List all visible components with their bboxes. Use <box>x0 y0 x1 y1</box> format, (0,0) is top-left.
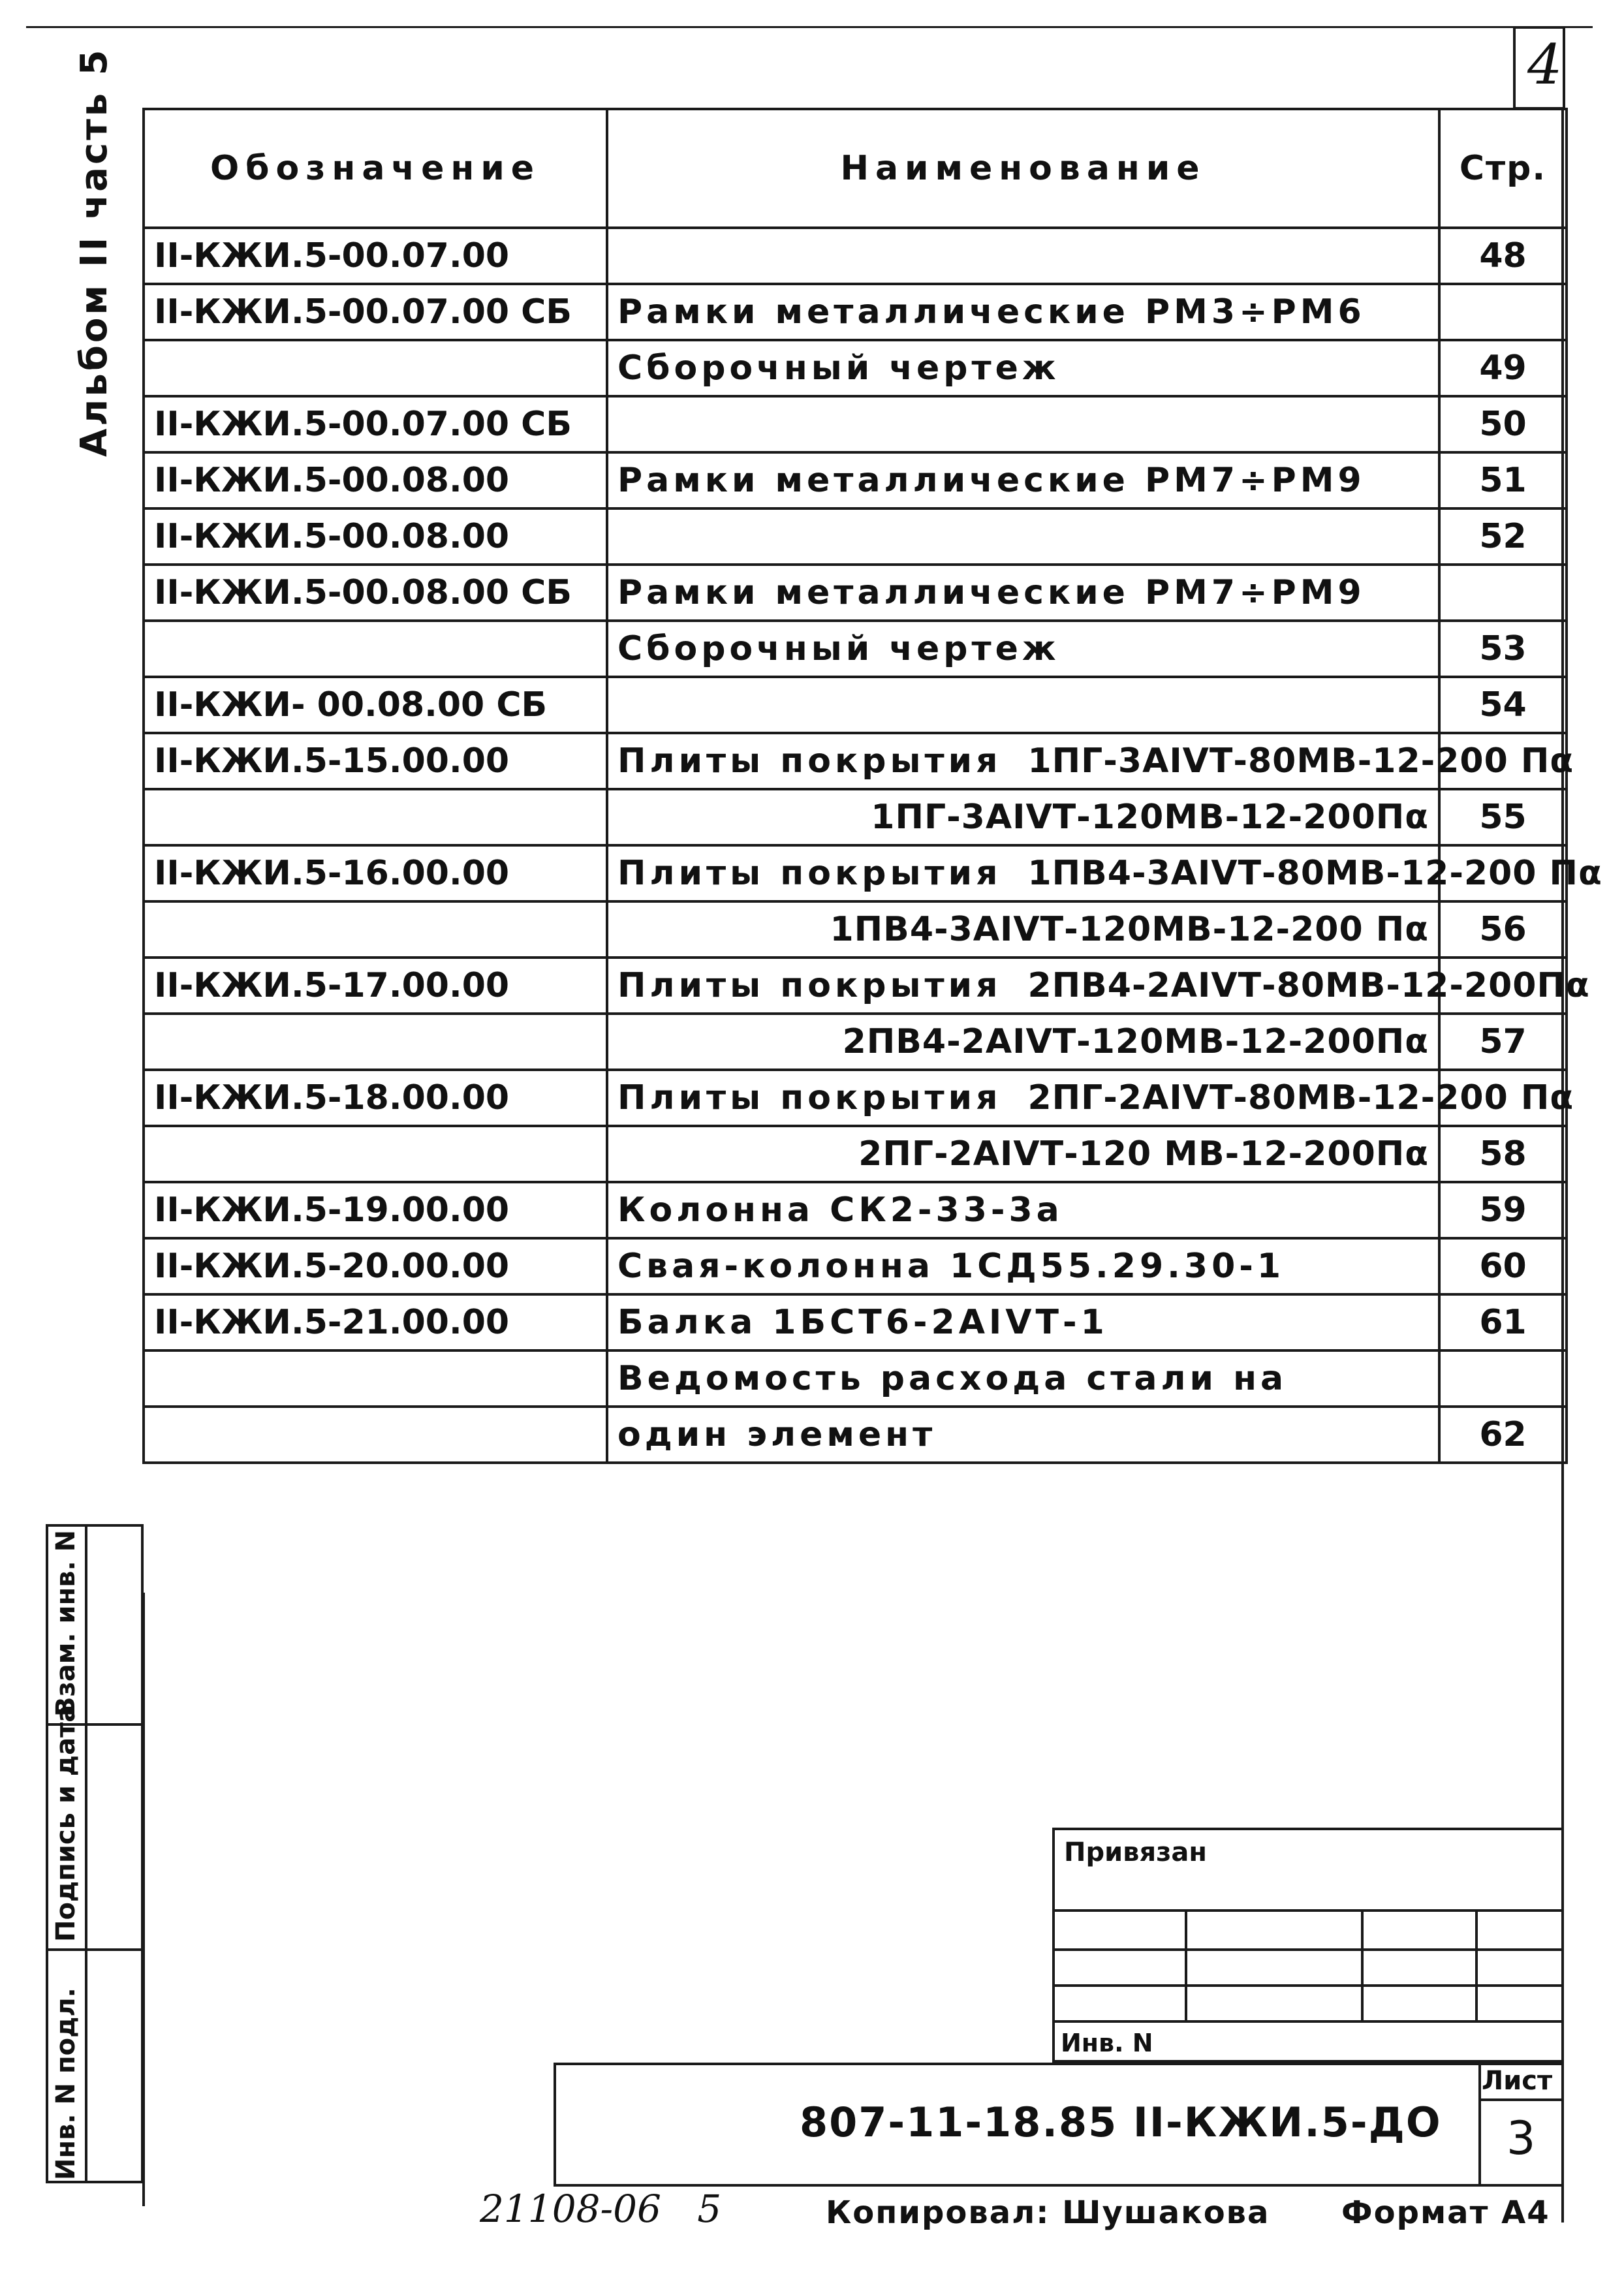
row-name: Ведомость расхода стали на <box>607 1350 1439 1407</box>
side-strip-divider <box>85 1524 87 2183</box>
row-designation: II-КЖИ.5-15.00.00 <box>144 733 607 789</box>
row-designation: II-КЖИ.5-00.07.00 СБ <box>144 284 607 340</box>
row-name <box>607 677 1439 733</box>
row-name: Рамки металлические РМ7÷РМ9 <box>607 452 1439 508</box>
privyazan-line-2 <box>1052 1948 1564 1951</box>
page-number: 4 <box>1527 33 1563 97</box>
table-row <box>144 901 1567 958</box>
table-row <box>144 1182 1567 1238</box>
row-page: 57 <box>1439 1014 1567 1070</box>
row-page <box>1439 1350 1567 1407</box>
contents-table <box>142 108 1602 1464</box>
header-page: Стр. <box>1439 109 1567 228</box>
table-row <box>144 789 1567 845</box>
row-name-text: Плиты покрытия <box>617 966 1002 1005</box>
row-name: Свая-колонна 1СД55.29.30-1 <box>607 1238 1439 1294</box>
row-name: 1ПГ-3АIVТ-120МВ-12-200Пα <box>607 789 1439 845</box>
row-name <box>607 958 1590 1014</box>
table-row <box>144 508 1567 565</box>
row-name <box>607 508 1439 565</box>
row-name-text: Плиты покрытия <box>617 1078 1002 1117</box>
table-row <box>144 1294 1567 1350</box>
row-designation: II-КЖИ.5-00.08.00 СБ <box>144 565 607 621</box>
privyazan-line-4 <box>1052 2020 1564 2023</box>
row-page: 59 <box>1439 1182 1567 1238</box>
table-row <box>144 958 1567 1014</box>
side-vzam-inv: Взам. инв. N <box>51 1529 81 1717</box>
row-page: 55 <box>1439 789 1567 845</box>
title-block-divider <box>1478 2063 1481 2187</box>
row-page: 62 <box>1439 1407 1567 1463</box>
table-row <box>144 1407 1567 1463</box>
table-row <box>144 284 1567 340</box>
row-name-text: Плиты покрытия <box>617 854 1002 893</box>
row-name: 2ПГ-2АIVТ-120 МВ-12-200Пα <box>607 1126 1439 1182</box>
row-designation <box>144 901 607 958</box>
row-name: Колонна СК2-33-3а <box>607 1182 1439 1238</box>
row-page: 48 <box>1439 228 1567 284</box>
table-row <box>144 1350 1567 1407</box>
row-name-code: 2ПГ-2АIVТ-80МВ-12-200 Пα <box>1027 1078 1574 1117</box>
row-designation: II-КЖИ.5-20.00.00 <box>144 1238 607 1294</box>
row-name: Балка 1БСТ6-2АIVТ-1 <box>607 1294 1439 1350</box>
row-designation: II-КЖИ- 00.08.00 СБ <box>144 677 607 733</box>
row-name: Рамки металлические РМ7÷РМ9 <box>607 565 1439 621</box>
table-row <box>144 1126 1567 1182</box>
list-label-line <box>1478 2098 1564 2101</box>
row-page: 51 <box>1439 452 1567 508</box>
row-name: Сборочный чертеж <box>607 621 1439 677</box>
row-page: 54 <box>1439 677 1567 733</box>
footer-handwritten-number: 21108-06 5 <box>480 2187 722 2231</box>
row-designation <box>144 1350 607 1407</box>
list-label: Лист <box>1482 2066 1553 2096</box>
row-designation: II-КЖИ.5-00.08.00 <box>144 452 607 508</box>
row-designation <box>144 1126 607 1182</box>
row-designation <box>144 621 607 677</box>
table-row <box>144 565 1567 621</box>
album-label: Альбом II часть 5 <box>73 47 116 457</box>
row-page: 49 <box>1439 340 1567 396</box>
row-page: 58 <box>1439 1126 1567 1182</box>
row-designation: II-КЖИ.5-00.08.00 <box>144 508 607 565</box>
row-designation: II-КЖИ.5-16.00.00 <box>144 845 607 901</box>
table-row <box>144 621 1567 677</box>
privyazan-label: Привязан <box>1064 1837 1208 1867</box>
row-name: 1ПВ4-3АIVТ-120МВ-12-200 Пα <box>607 901 1439 958</box>
row-designation: II-КЖИ.5-19.00.00 <box>144 1182 607 1238</box>
side-strip-sep-2 <box>46 1948 144 1951</box>
row-designation <box>144 1014 607 1070</box>
row-name-text: Плиты покрытия <box>617 741 1002 781</box>
row-designation <box>144 340 607 396</box>
table-row <box>144 340 1567 396</box>
table-row <box>144 677 1567 733</box>
table-row <box>144 452 1567 508</box>
privyazan-line-3 <box>1052 1984 1564 1987</box>
table-row <box>144 396 1567 452</box>
row-page: 52 <box>1439 508 1567 565</box>
row-name <box>607 396 1439 452</box>
table-row <box>144 1238 1567 1294</box>
privyazan-vline-1 <box>1185 1909 1187 2020</box>
document-code: 807-11-18.85 II-КЖИ.5-ДО <box>800 2098 1442 2146</box>
row-designation: II-КЖИ.5-00.07.00 <box>144 228 607 284</box>
privyazan-vline-2 <box>1361 1909 1364 2020</box>
row-page <box>1439 284 1567 340</box>
row-name <box>607 228 1439 284</box>
row-page <box>1439 565 1567 621</box>
privyazan-line-1 <box>1052 1909 1564 1912</box>
table-header-row <box>144 109 1567 228</box>
footer-format: Формат А4 <box>1341 2194 1550 2231</box>
privyazan-vline-3 <box>1475 1909 1478 2020</box>
row-designation: II-КЖИ.5-00.07.00 СБ <box>144 396 607 452</box>
row-name: Рамки металлические РМ3÷РМ6 <box>607 284 1439 340</box>
side-inv-podl: Инв. N подл. <box>51 1988 81 2180</box>
side-podpis-data: Подпись и дата <box>51 1704 81 1942</box>
inv-n-label: Инв. N <box>1061 2029 1153 2057</box>
row-page: 56 <box>1439 901 1567 958</box>
row-designation <box>144 789 607 845</box>
table-row <box>144 1070 1567 1126</box>
row-name <box>607 1070 1574 1126</box>
row-name: один элемент <box>607 1407 1439 1463</box>
row-name <box>607 845 1602 901</box>
row-designation: II-КЖИ.5-18.00.00 <box>144 1070 607 1126</box>
row-name: Сборочный чертеж <box>607 340 1439 396</box>
row-page: 60 <box>1439 1238 1567 1294</box>
row-designation: II-КЖИ.5-21.00.00 <box>144 1294 607 1350</box>
header-name: Наименование <box>607 109 1439 228</box>
row-page: 50 <box>1439 396 1567 452</box>
table-row <box>144 845 1567 901</box>
table-row <box>144 733 1567 789</box>
row-name <box>607 733 1574 789</box>
header-designation: Обозначение <box>144 109 607 228</box>
table-row <box>144 1014 1567 1070</box>
footer-copied-by: Копировал: Шушакова <box>826 2194 1270 2231</box>
row-designation: II-КЖИ.5-17.00.00 <box>144 958 607 1014</box>
row-page: 53 <box>1439 621 1567 677</box>
row-designation <box>144 1407 607 1463</box>
list-number: 3 <box>1507 2112 1536 2165</box>
row-page: 61 <box>1439 1294 1567 1350</box>
row-name-code: 1ПГ-3АIVТ-80МВ-12-200 Пα <box>1027 741 1574 781</box>
frame-top-line <box>26 26 1593 28</box>
row-name-code: 1ПВ4-3АIVТ-80МВ-12-200 Пα <box>1027 854 1602 893</box>
row-name: 2ПВ4-2АIVТ-120МВ-12-200Пα <box>607 1014 1439 1070</box>
table-row <box>144 228 1567 284</box>
row-name-code: 2ПВ4-2АIVТ-80МВ-12-200Пα <box>1027 966 1590 1005</box>
